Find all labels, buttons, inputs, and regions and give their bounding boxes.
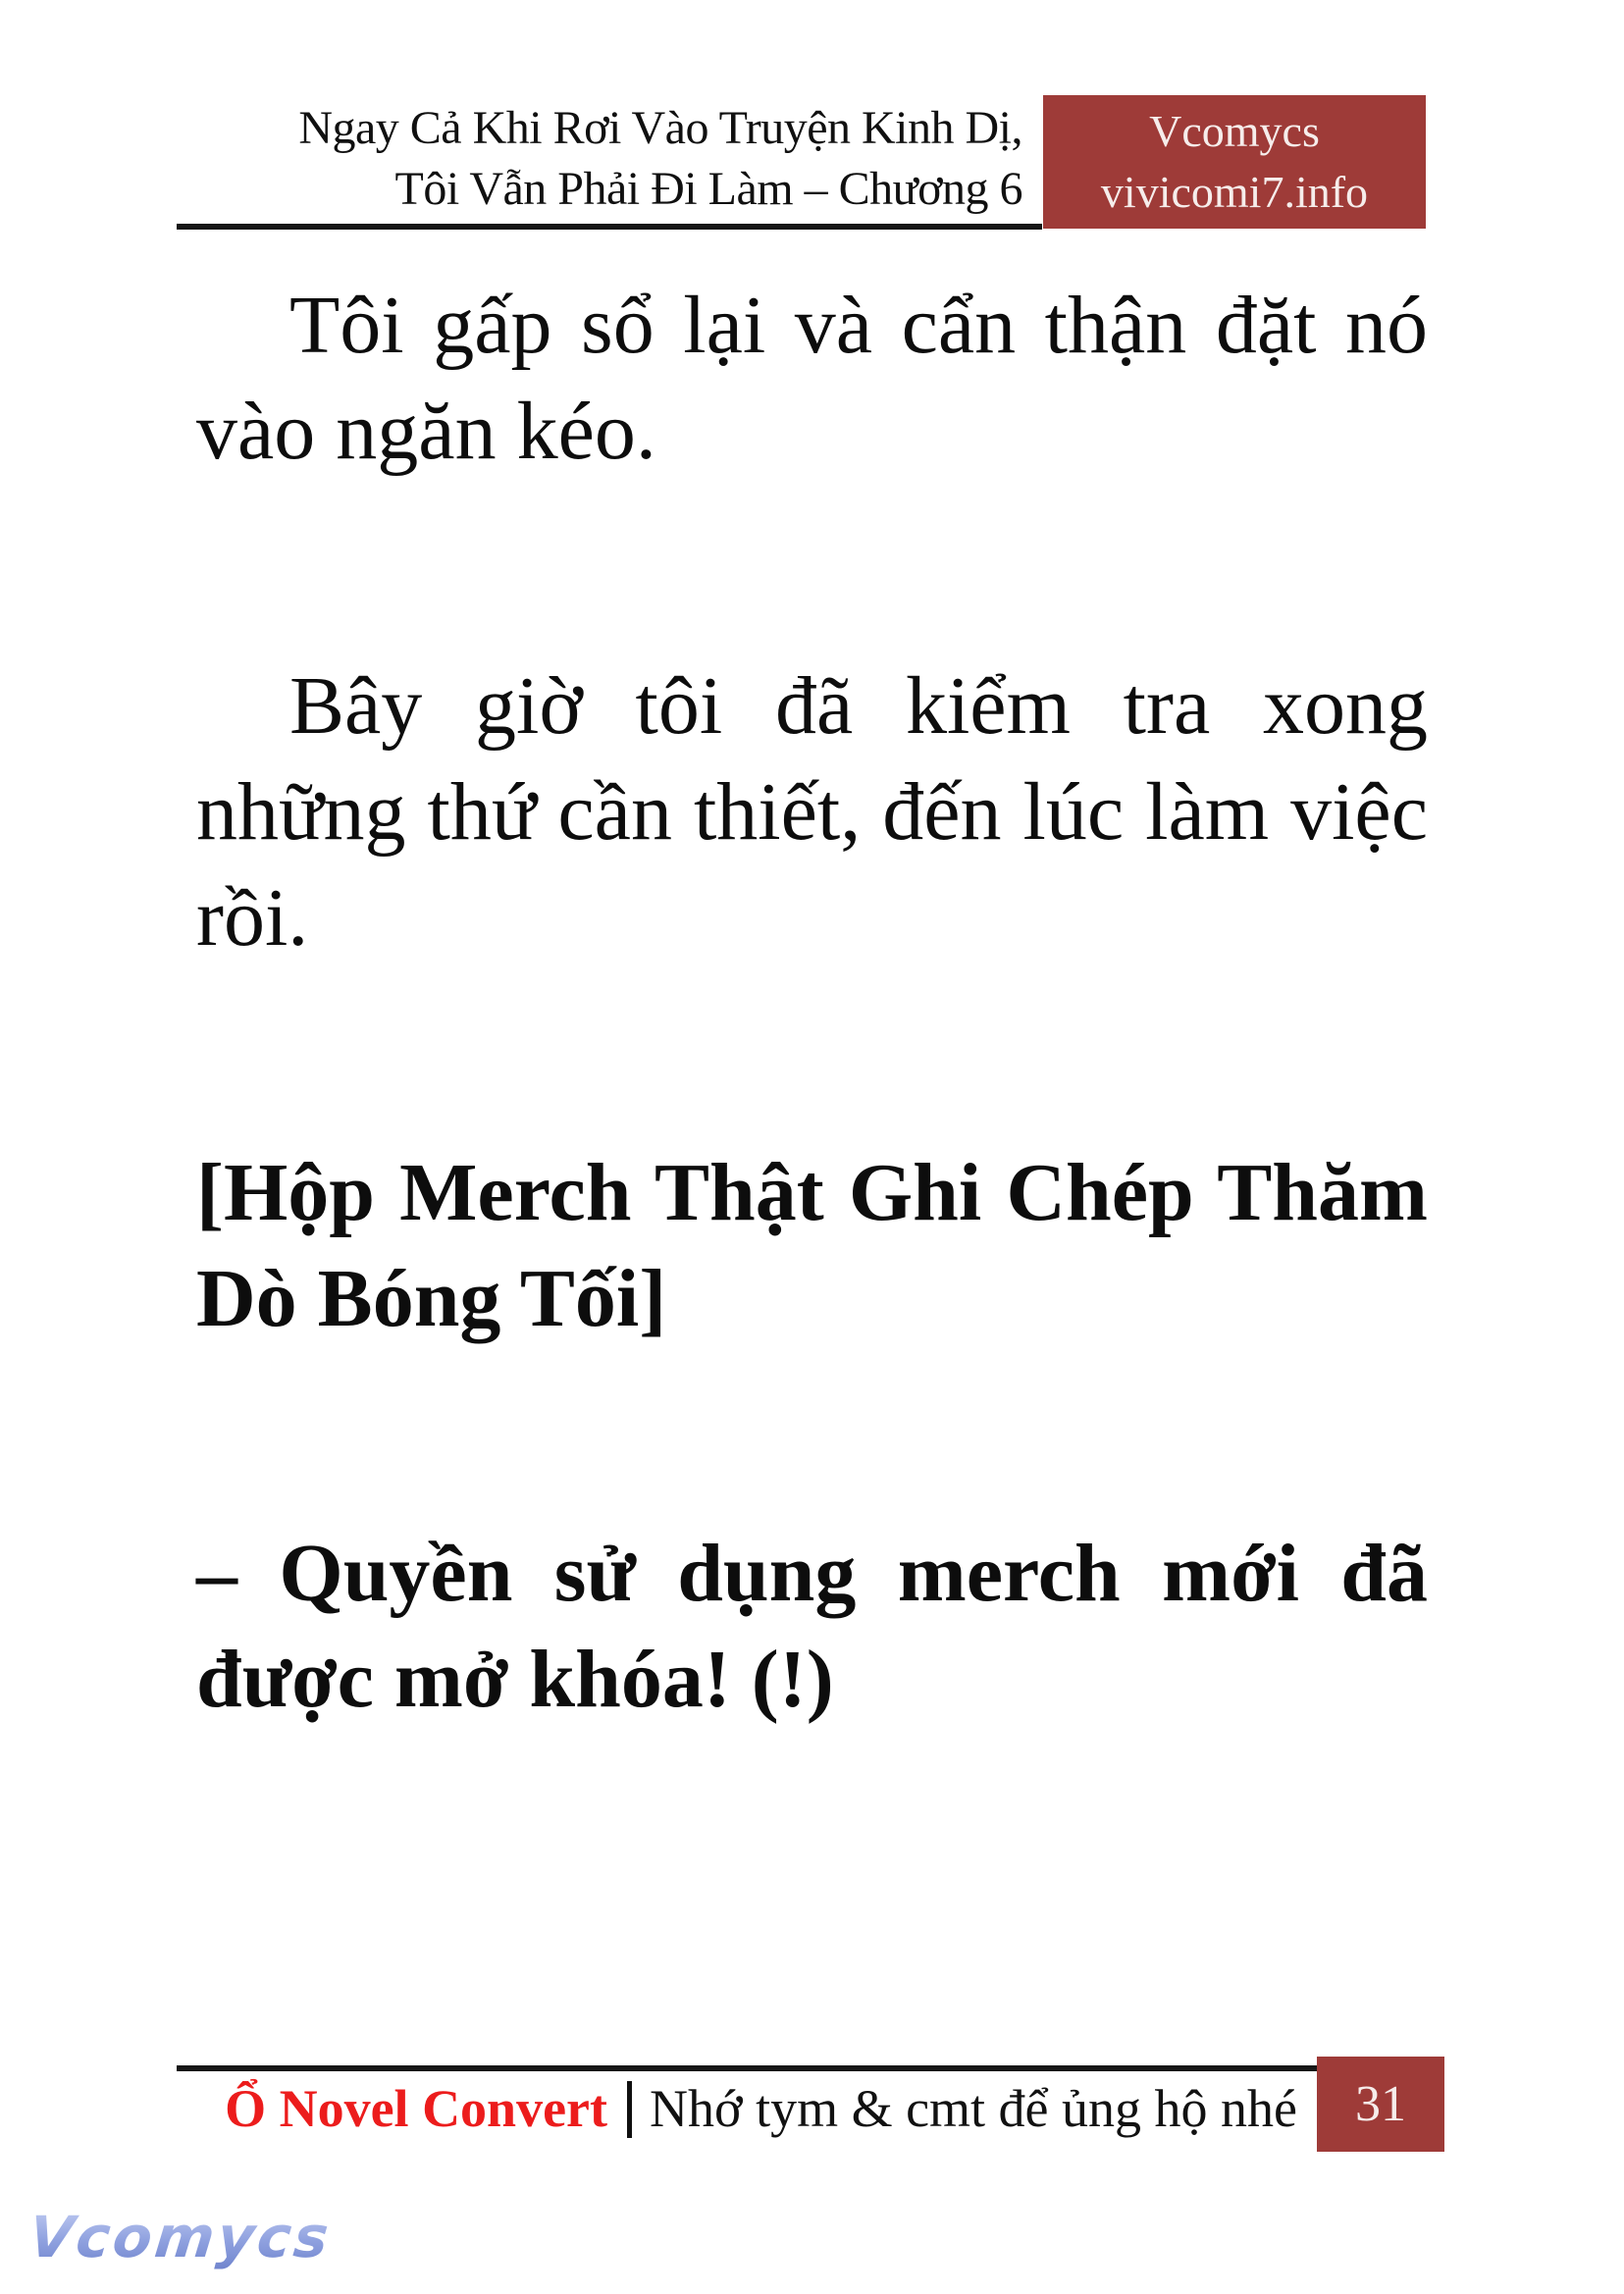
chapter-title-line-2: Tôi Vẫn Phải Đi Làm – Chương 6 [394, 163, 1022, 215]
paragraph-system-message [196, 1521, 1428, 1733]
text-line: – Quyền sử dụng merch mới đã [196, 1528, 1428, 1619]
chapter-title [298, 98, 1022, 220]
text-line: Dò Bóng Tối] [196, 1253, 667, 1344]
text-line: [Hộp Merch Thật Ghi Chép Thăm [196, 1147, 1428, 1238]
header-divider-rule [177, 224, 1042, 230]
text-line: những thứ cần thiết, đến lúc làm việc [196, 766, 1428, 858]
body-text [196, 273, 1428, 1733]
footer-brand: Ổ Novel Convert [225, 2079, 608, 2138]
text-line: Tôi gấp sổ lại và cẩn thận đặt nó [289, 280, 1428, 371]
text-line: vào ngăn kéo. [196, 386, 656, 477]
publisher-site: vivicomi7.info [1100, 167, 1369, 217]
vcomycs-logo-watermark: Vcomycs [26, 2204, 335, 2270]
page-number-badge [1317, 2057, 1444, 2152]
page-number: 31 [1355, 2076, 1406, 2132]
publisher-name: Vcomycs [1149, 106, 1320, 156]
chapter-title-line-1: Ngay Cả Khi Rơi Vào Truyện Kinh Dị, [298, 102, 1022, 154]
footer-divider-rule [177, 2065, 1317, 2071]
footer-separator-bar [627, 2081, 632, 2138]
publisher-badge [1043, 95, 1426, 229]
text-line: rồi. [196, 872, 309, 964]
paragraph-system-message [196, 1140, 1428, 1352]
text-line: được mở khóa! (!) [196, 1634, 834, 1725]
footer [225, 2076, 1297, 2141]
paragraph [196, 653, 1428, 971]
text-line: Bây giờ tôi đã kiểm tra xong [289, 660, 1428, 752]
paragraph [196, 273, 1428, 485]
footer-note: Nhớ tym & cmt để ủng hộ nhé [650, 2079, 1297, 2138]
